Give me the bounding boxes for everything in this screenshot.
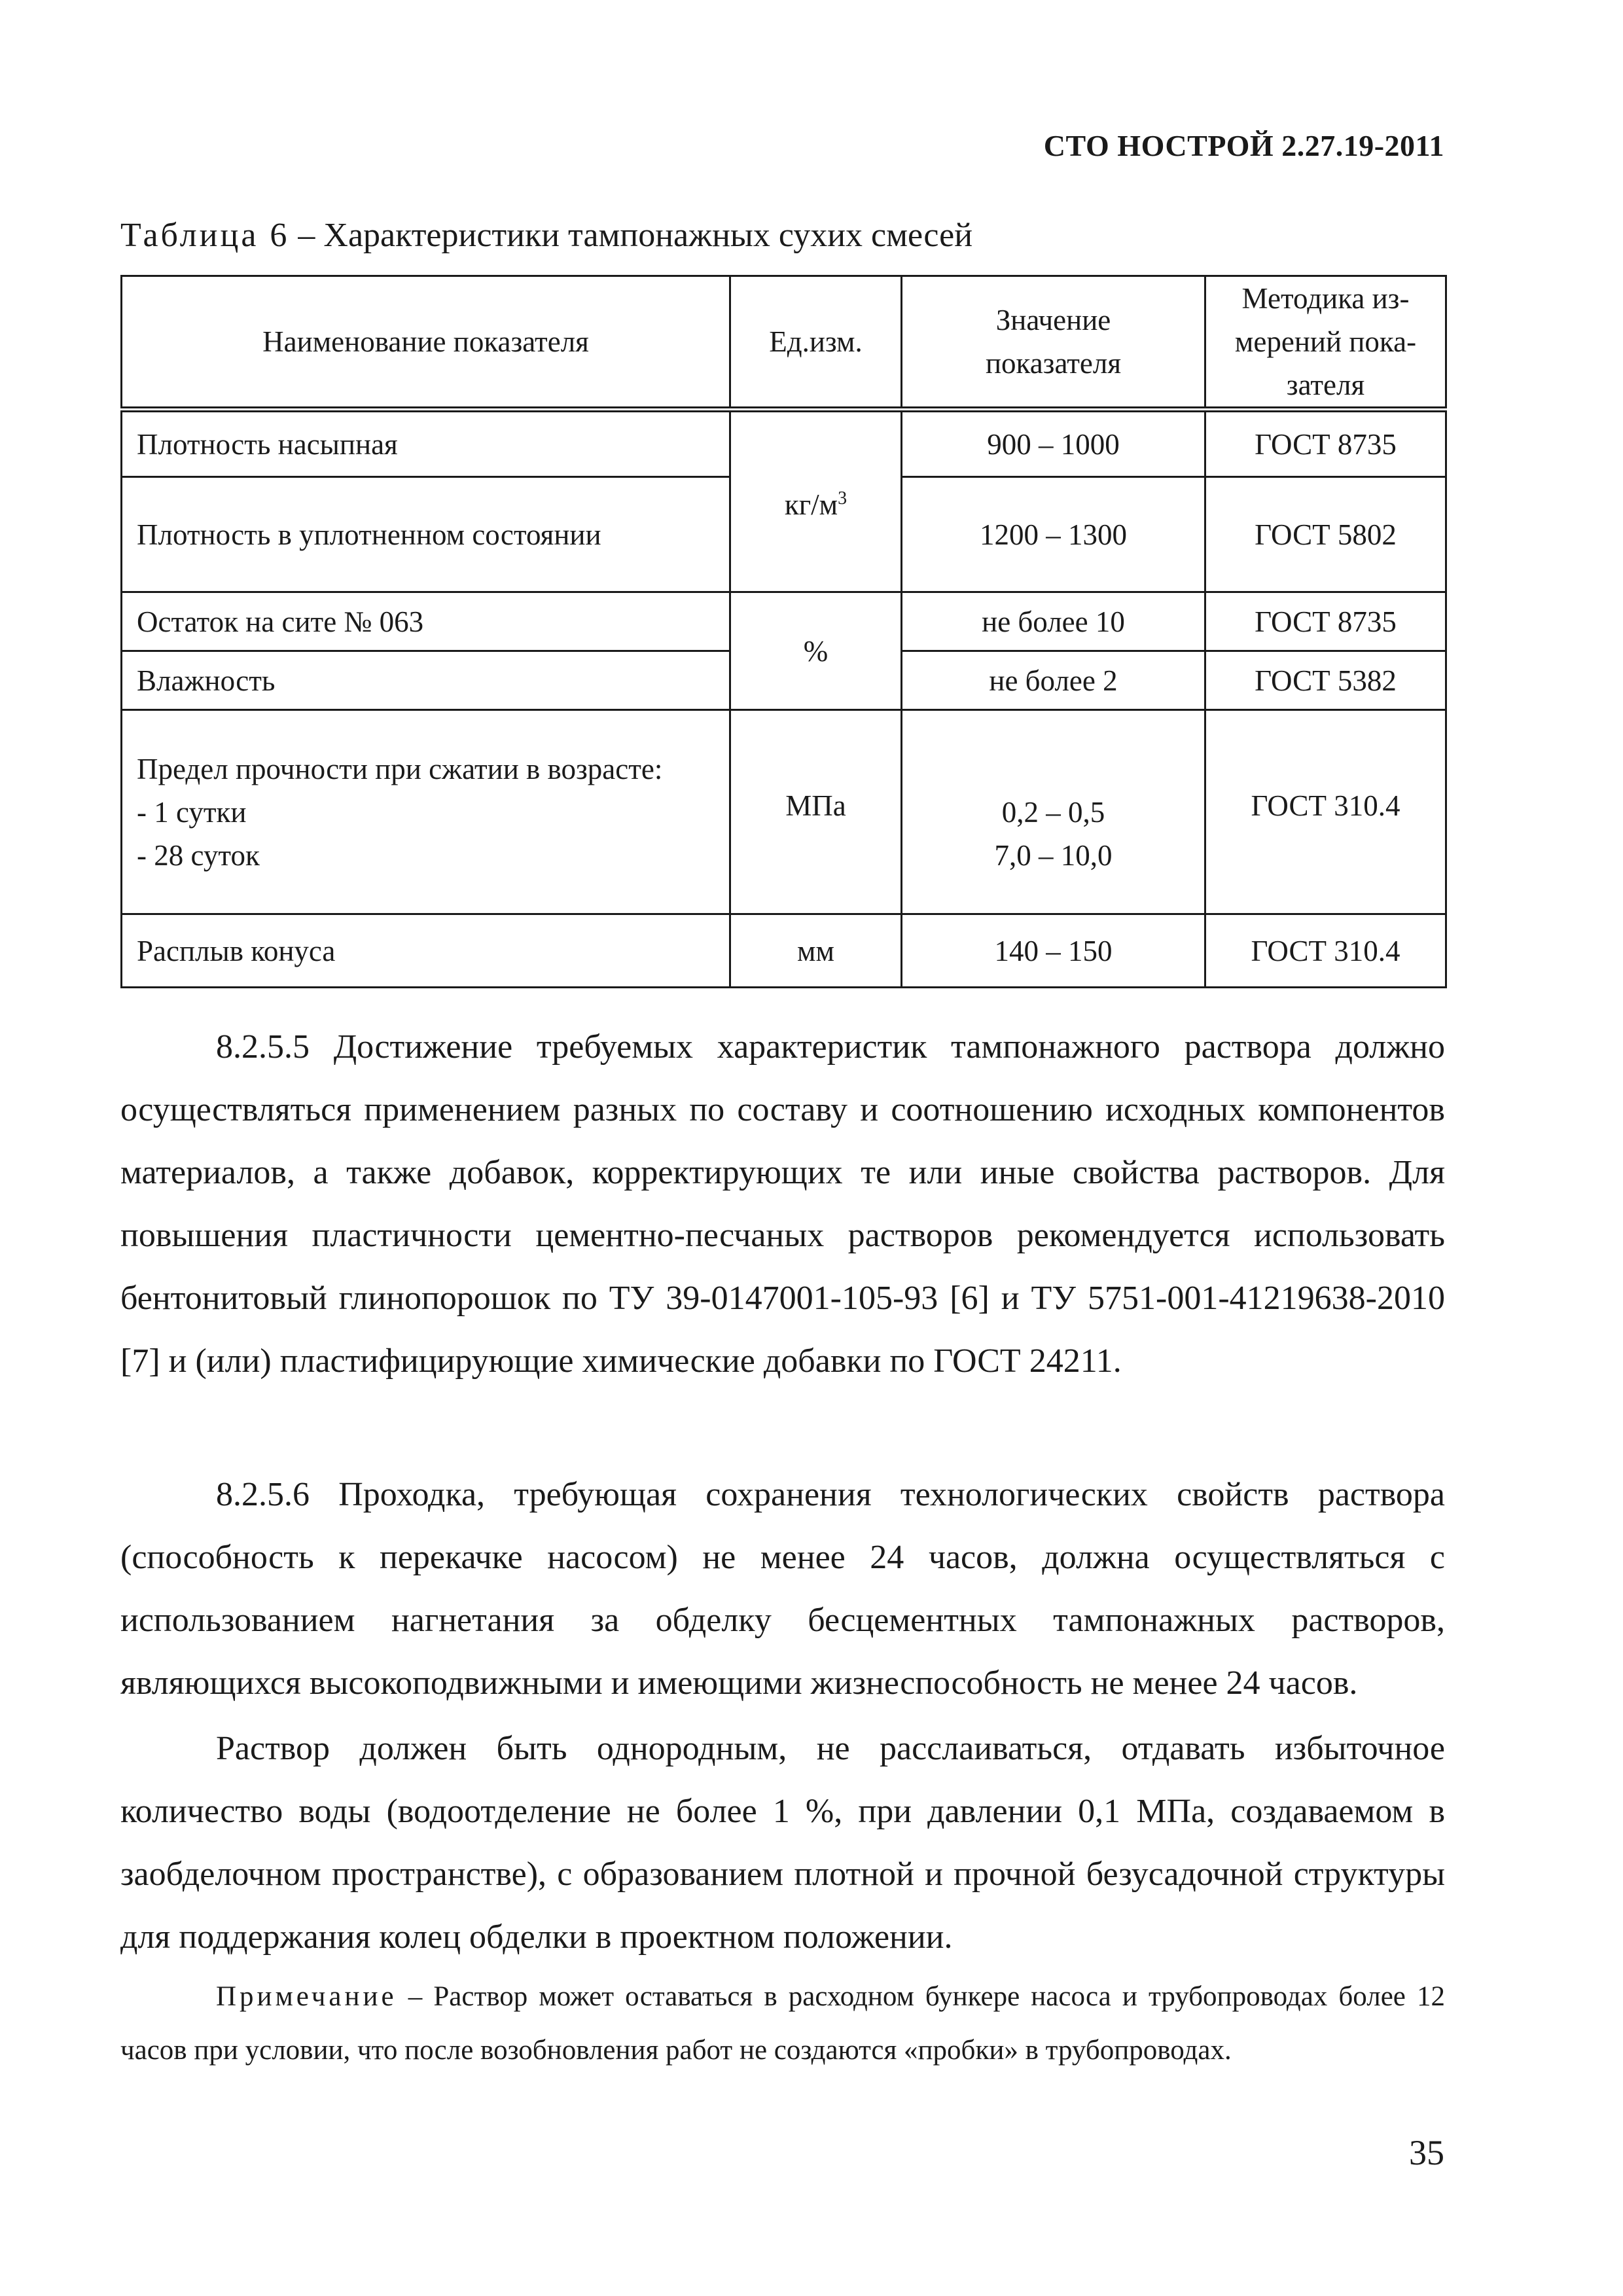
- row-value: 0,2 – 0,5 7,0 – 10,0: [902, 710, 1205, 914]
- page-number: 35: [1409, 2133, 1444, 2172]
- table-row: [122, 592, 1446, 651]
- table-row: [122, 410, 1446, 477]
- row-method: ГОСТ 8735: [1205, 592, 1446, 651]
- row-value: 1200 – 1300: [902, 477, 1205, 592]
- characteristics-table: [120, 275, 1447, 988]
- row-method: ГОСТ 5802: [1205, 477, 1446, 592]
- row-value: не более 2: [902, 651, 1205, 710]
- note-label: Примечание: [216, 1981, 397, 2012]
- note: [120, 1970, 1445, 2077]
- header-method: Методика из-мерений пока-зателя: [1205, 276, 1446, 410]
- unit-percent-cell: %: [730, 592, 902, 710]
- paragraph-8-2-5-5: 8.2.5.5 Достижение требуемых характеристик тампонажного раствора должно осуществляться применением разных по составу и соотношению исходных компонентов материалов, а также добавок, корректирующих те или иные свойства растворов. Для повышения пластичности цементно-песчаных растворов рекомендуется использовать бентонитовый глинопорошок по ТУ 39-0147001-105-93 [6] и ТУ 5751-001-41219638-2010 [7] и (или) пластифицирующие химические добавки по ГОСТ 24211.: [120, 1028, 1445, 1380]
- row-unit: МПа: [730, 710, 902, 914]
- row-method: ГОСТ 310.4: [1205, 710, 1446, 914]
- row-method: ГОСТ 8735: [1205, 410, 1446, 477]
- document-code-header: СТО НОСТРОЙ 2.27.19-2011: [1043, 129, 1444, 162]
- row-name: Плотность в уплотненном состоянии: [122, 477, 730, 592]
- row-name: Остаток на сите № 063: [122, 592, 730, 651]
- row-value: 140 – 150: [902, 914, 1205, 988]
- paragraph-8-2-5-6: 8.2.5.6 Проходка, требующая сохранения технологических свойств раствора (способность к перекачке насосом) не менее 24 часов, должна осуществляться с использованием нагнетания за обделку бесцементных тампонажных растворов, являющихся высокоподвижными и имеющими жизнеспособность не менее 24 часов.: [120, 1476, 1445, 1702]
- row-name: Влажность: [122, 651, 730, 710]
- table-caption-label: Таблица 6: [120, 217, 290, 254]
- row-method: ГОСТ 310.4: [1205, 914, 1446, 988]
- table-caption: [120, 216, 972, 255]
- row-value: 900 – 1000: [902, 410, 1205, 477]
- row-name: Плотность насыпная: [122, 410, 730, 477]
- table-header-row: [122, 276, 1446, 410]
- unit-density-cell: $кг/м^3$: [730, 410, 902, 592]
- paragraph-solution-requirements: Раствор должен быть однородным, не расслаиваться, отдавать избыточное количество воды (водоотделение не более 1 %, при давлении 0,1 МПа, создаваемом в заобделочном пространстве), с образованием плотной и прочной безусадочной структуры для поддержания колец обделки в проектном положении.: [120, 1730, 1445, 1956]
- row-unit: мм: [730, 914, 902, 988]
- table-row: [122, 710, 1446, 914]
- header-value: Значение показателя: [902, 276, 1205, 410]
- table-row: [122, 914, 1446, 988]
- note-text: – Раствор может оставаться в расходном бункере насоса и трубопроводах более 12 часов при условии, что после возобновления работ не создаются «пробки» в трубопроводах.: [120, 1981, 1445, 2066]
- header-unit: Ед.изм.: [730, 276, 902, 410]
- row-method: ГОСТ 5382: [1205, 651, 1446, 710]
- row-name: Расплыв конуса: [122, 914, 730, 988]
- header-name: Наименование показателя: [122, 276, 730, 410]
- table-caption-title: – Характеристики тампонажных сухих смесей: [289, 217, 973, 254]
- row-value: не более 10: [902, 592, 1205, 651]
- row-name: Предел прочности при сжатии в возрасте: - 1 сутки - 28 суток: [122, 710, 730, 914]
